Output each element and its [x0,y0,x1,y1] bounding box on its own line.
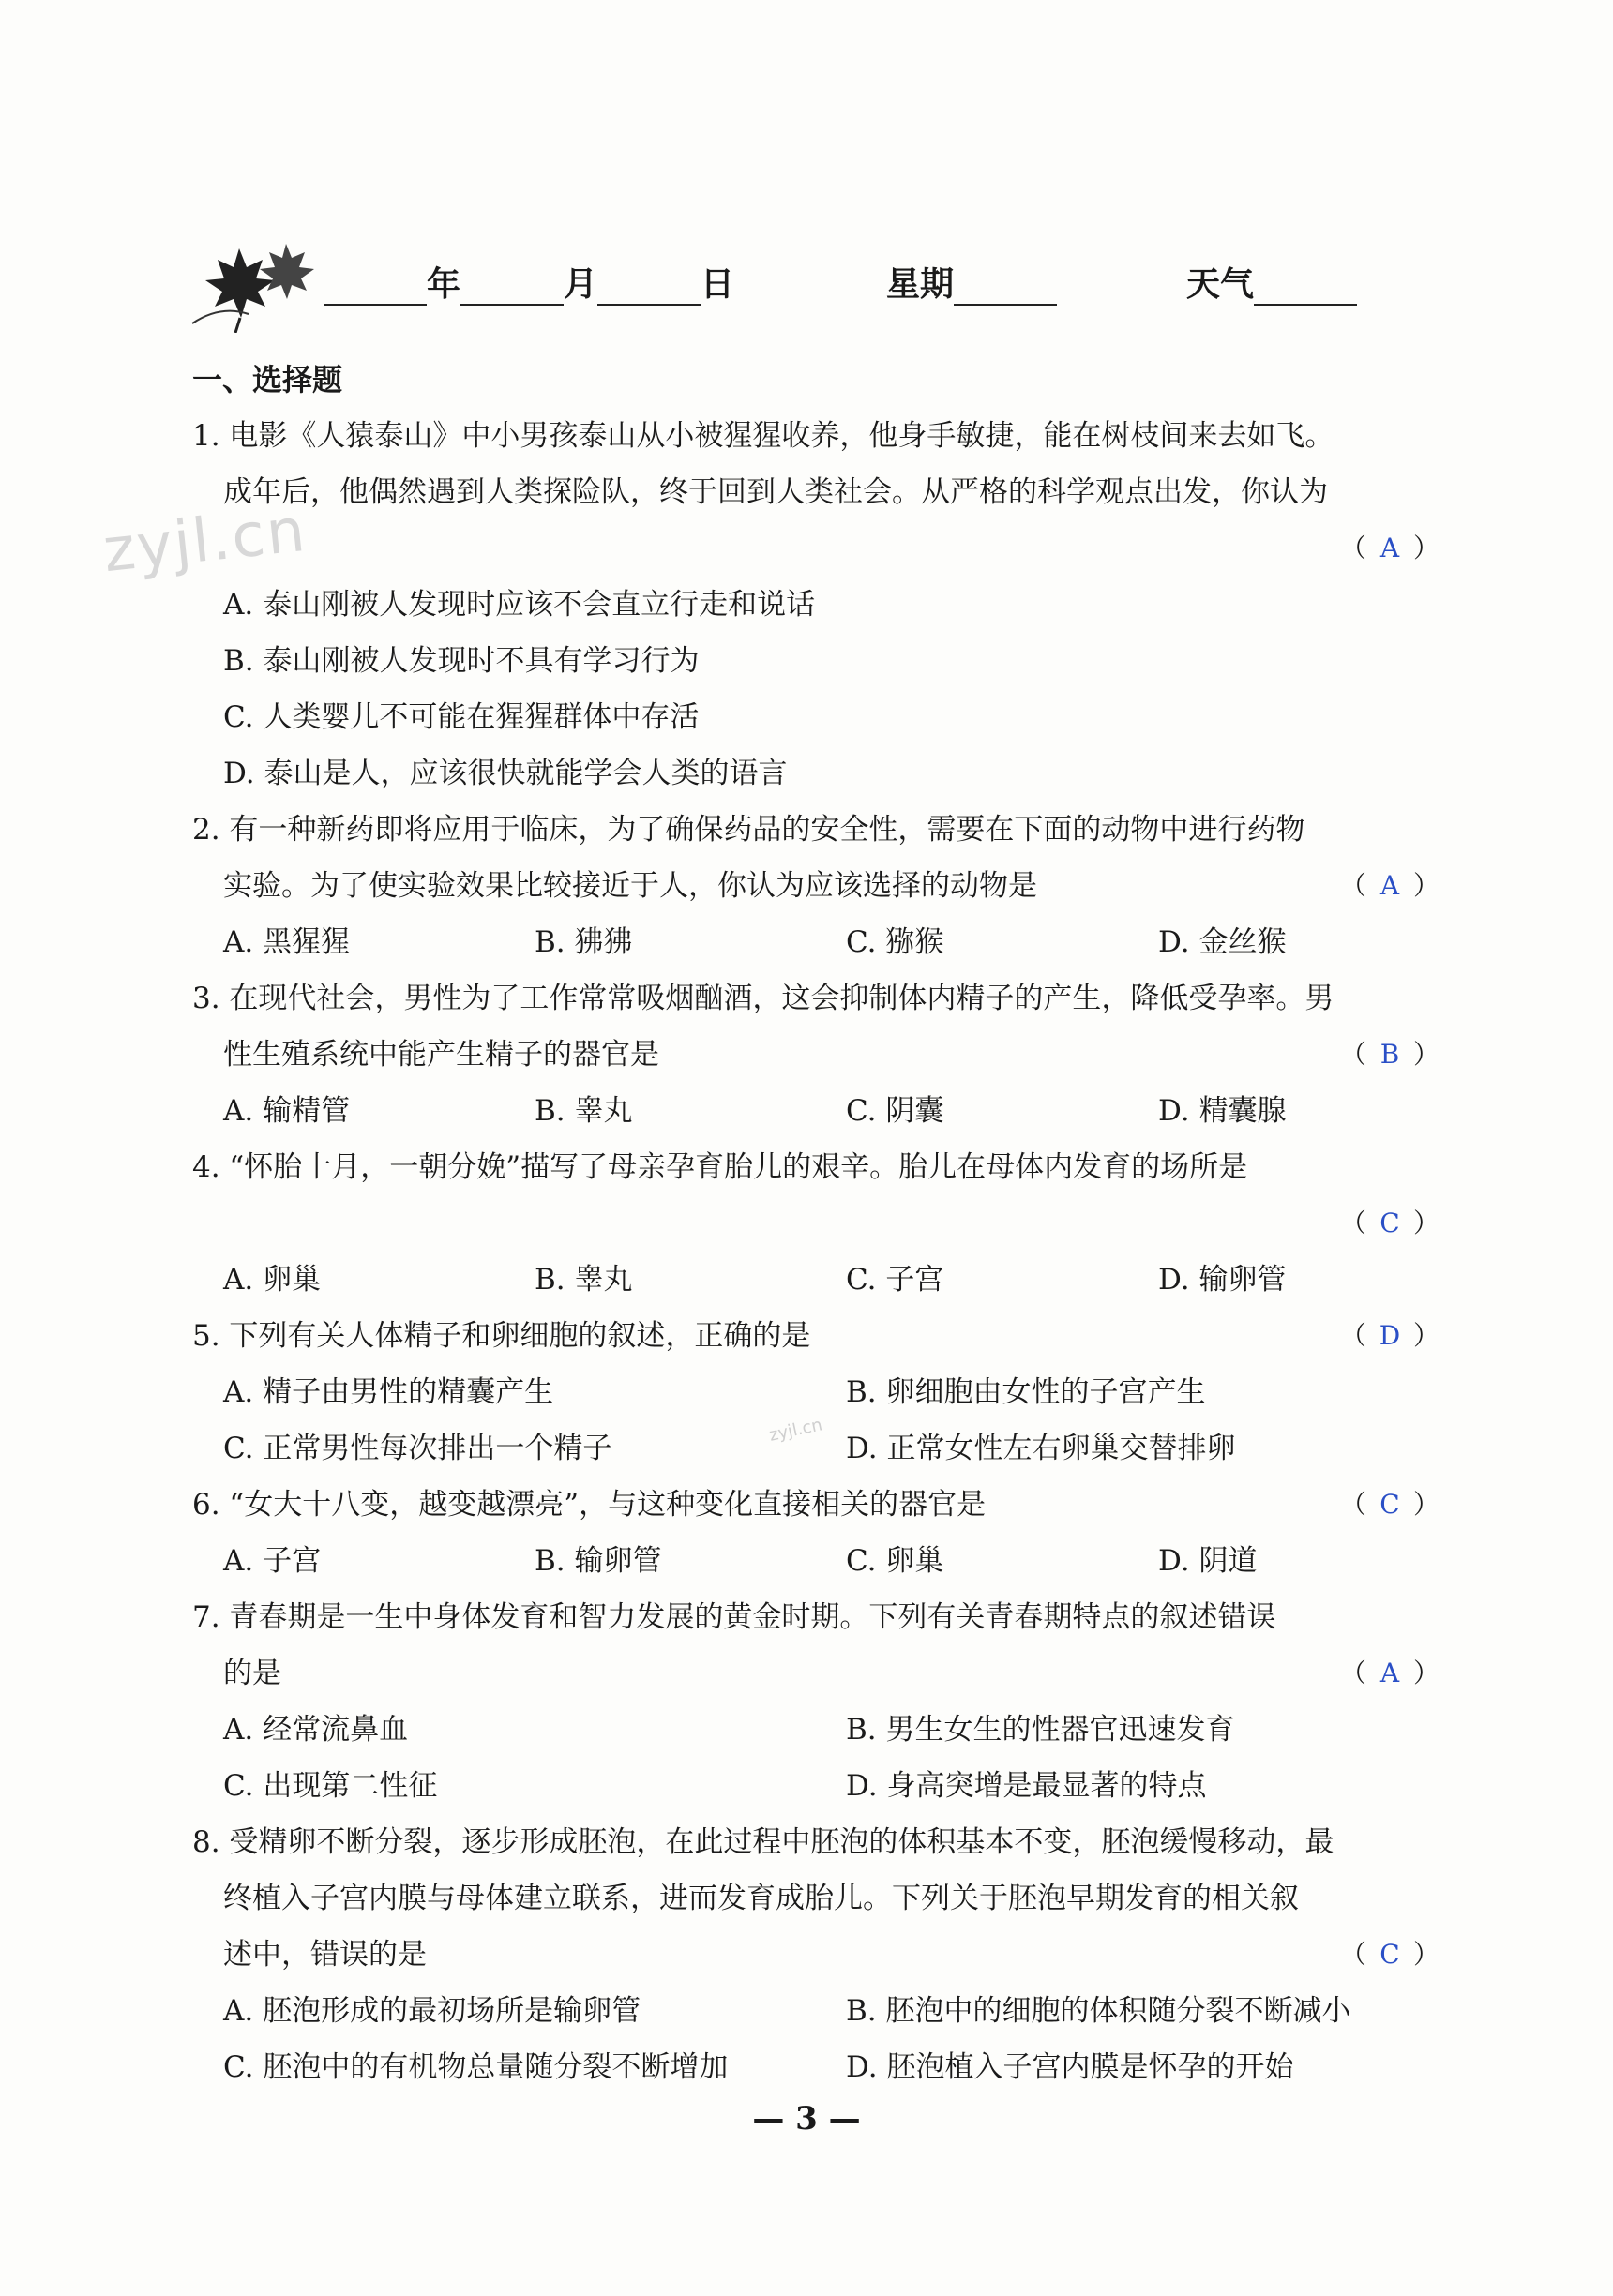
watermark: zyjl.cn [99,495,310,587]
weather-label: 天气 [1186,265,1255,304]
options-row [192,1983,1440,2039]
day-label: 日 [701,265,735,304]
answer-bracket: （ A ） [1340,520,1440,577]
answer-letter: A [1379,870,1400,901]
option: D. 正常女性左右卵巢交替排卵 [846,1432,1236,1465]
option: D. 输卵管 [1158,1263,1287,1297]
weather-blank [1254,270,1357,306]
answer-bracket: （ A ） [1340,858,1440,914]
question-line: 的是 [223,1657,281,1690]
year-blank [324,270,427,306]
option: A. 卵巢 [223,1263,322,1297]
question-line: 6. “女大十八变，越变越漂亮”，与这种变化直接相关的器官是 [192,1488,987,1522]
question-line: 4. “怀胎十月，一朝分娩”描写了母亲孕育胎儿的艰辛。胎儿在母体内发育的场所是 [192,1150,1248,1184]
weekday-blank [954,270,1057,306]
option: D. 阴道 [1158,1544,1258,1578]
answer-letter: D [1379,1320,1401,1351]
option: A. 精子由男性的精囊产生 [223,1375,554,1409]
question-8 [192,1814,1440,2095]
question-6 [192,1477,1440,1589]
month-blank [460,270,564,306]
option: A. 经常流鼻血 [223,1713,409,1747]
option: B. 睾丸 [535,1094,633,1128]
option: D. 金丝猴 [1158,925,1287,959]
question-line: 1. 电影《人猿泰山》中小男孩泰山从小被猩猩收养，他身手敏捷，能在树枝间来去如飞。 [192,419,1334,453]
option: A. 胚泡形成的最初场所是输卵管 [223,1994,641,2028]
answer-letter: C [1379,1489,1400,1520]
options-row [192,1420,1440,1477]
option: D. 泰山是人，应该很快就能学会人类的语言 [223,757,788,790]
option: C. 出现第二性征 [223,1769,438,1803]
question-line: 实验。为了使实验效果比较接近于人，你认为应该选择的动物是 [223,869,1037,903]
option: B. 输卵管 [535,1544,662,1578]
answer-bracket: （ D ） [1340,1308,1440,1364]
option: D. 胚泡植入子宫内膜是怀孕的开始 [846,2050,1294,2084]
options-row [192,1758,1440,1814]
option: D. 身高突增是最显著的特点 [846,1769,1207,1803]
option: C. 卵巢 [846,1544,944,1578]
question-line: 成年后，他偶然遇到人类探险队，终于回到人类社会。从严格的科学观点出发，你认为 [223,475,1328,509]
option: B. 狒狒 [535,925,633,959]
question-3 [192,970,1440,1139]
answer-letter: C [1379,1939,1400,1970]
question-2 [192,802,1440,970]
answer-bracket: （ C ） [1340,1927,1440,1983]
day-blank [597,270,701,306]
option: A. 子宫 [223,1544,322,1578]
year-label: 年 [427,265,461,304]
answer-bracket: （ C ） [1340,1477,1440,1533]
section-title: 一、选择题 [192,362,343,398]
option: C. 胚泡中的有机物总量随分裂不断增加 [223,2050,729,2084]
options-row [192,1364,1440,1420]
option: A. 输精管 [223,1094,351,1128]
answer-bracket: （ A ） [1340,1645,1440,1702]
option: B. 卵细胞由女性的子宫产生 [846,1375,1206,1409]
page-number-value: 3 [795,2100,818,2138]
answer-letter: B [1379,1039,1400,1070]
options-row [192,914,1440,970]
date-header [183,239,1440,333]
option: A. 黑猩猩 [223,925,351,959]
question-line: 述中，错误的是 [223,1938,427,1972]
option: C. 猕猴 [846,925,944,959]
question-line: 7. 青春期是一生中身体发育和智力发展的黄金时期。下列有关青春期特点的叙述错误 [192,1600,1276,1634]
page-number: — 3 — [752,2100,861,2138]
answer-letter: C [1379,1208,1400,1238]
question-4 [192,1139,1440,1308]
weekday-label: 星期 [886,265,955,304]
options-row [192,1702,1440,1758]
question-line: 终植入子宫内膜与母体建立联系，进而发育成胎儿。下列关于胚泡早期发育的相关叙 [223,1882,1299,1915]
question-line: 2. 有一种新药即将应用于临床，为了确保药品的安全性，需要在下面的动物中进行药物 [192,813,1305,847]
question-1 [192,408,1440,802]
answer-bracket: （ C ） [1340,1195,1440,1252]
maple-leaf-icon [183,239,333,333]
answer-letter: A [1379,533,1400,563]
option: D. 精囊腺 [1158,1094,1287,1128]
question-line: 3. 在现代社会，男性为了工作常常吸烟酗酒，这会抑制体内精子的产生，降低受孕率。男 [192,982,1334,1015]
answer-letter: A [1379,1658,1400,1688]
question-line: 性生殖系统中能产生精子的器官是 [223,1038,659,1072]
question-5 [192,1308,1440,1477]
question-7 [192,1589,1440,1814]
options-row [192,1083,1440,1139]
option: B. 睾丸 [535,1263,633,1297]
option: A. 泰山刚被人发现时应该不会直立行走和说话 [223,588,816,622]
option: B. 泰山刚被人发现时不具有学习行为 [223,644,700,678]
answer-bracket: （ B ） [1340,1027,1440,1083]
options-row [192,1252,1440,1308]
option: C. 阴囊 [846,1094,944,1128]
question-line: 5. 下列有关人体精子和卵细胞的叙述，正确的是 [192,1319,811,1353]
watermark-small: zyjl.cn [767,1415,824,1446]
option: C. 正常男性每次排出一个精子 [223,1432,612,1465]
options-row [192,1533,1440,1589]
month-label: 月 [564,265,598,304]
option: C. 人类婴儿不可能在猩猩群体中存活 [223,700,700,734]
question-line: 8. 受精卵不断分裂，逐步形成胚泡，在此过程中胚泡的体积基本不变，胚泡缓慢移动，最 [192,1825,1334,1859]
option: B. 胚泡中的细胞的体积随分裂不断减小 [846,1994,1351,2028]
option: C. 子宫 [846,1263,944,1297]
options-row [192,2039,1440,2095]
option: B. 男生女生的性器官迅速发育 [846,1713,1235,1747]
